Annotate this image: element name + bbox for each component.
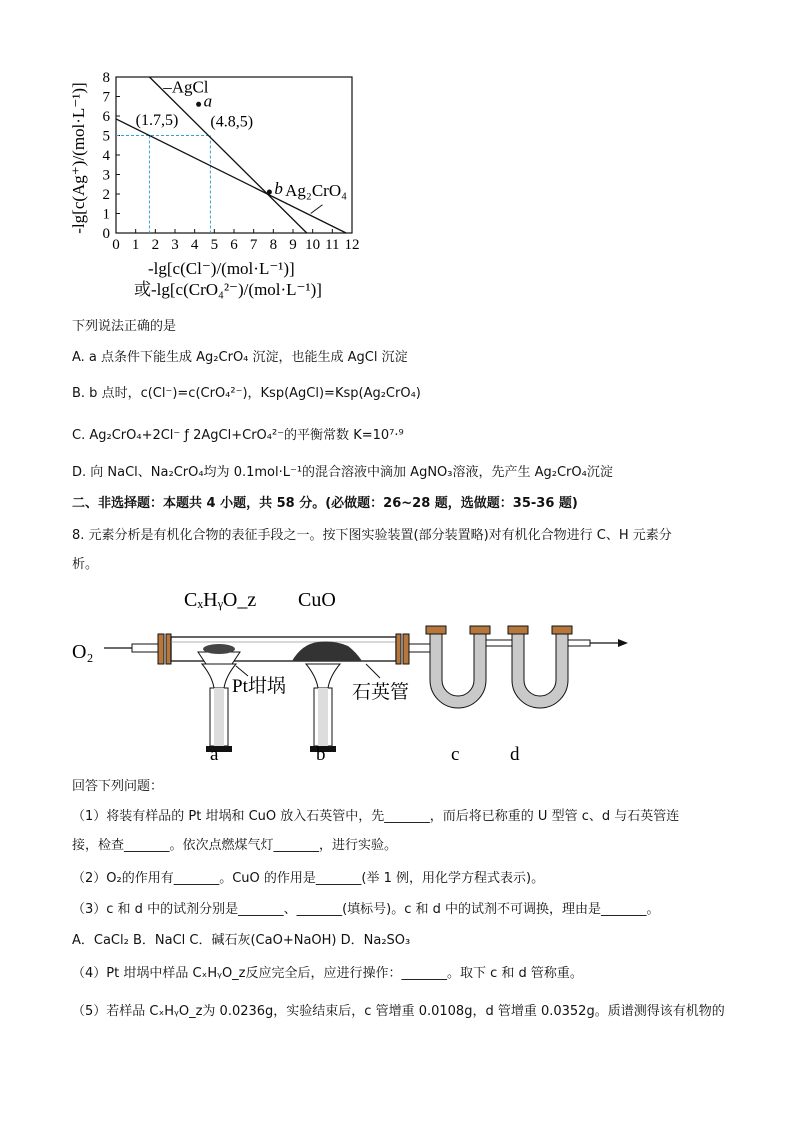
sample-pile [203,644,235,654]
point-label: b [274,179,283,199]
series-line [149,77,306,233]
x-tick-label: 7 [249,237,258,253]
o2-label: O₂ [72,641,94,663]
sample-formula: CₓHᵧO_z [184,589,257,611]
cuo-label: CuO [298,589,336,611]
left-stopper-ring [166,634,171,664]
chart-xlabel-line1: -lg[c(Cl⁻)/(mol·L⁻¹)] [148,259,295,278]
q7-stem: 下列说法正确的是 [72,319,177,334]
point-a [196,102,201,107]
chart-xlabel-line2: 或-lg[c(CrO₄²⁻)/(mol·L⁻¹)] [134,280,322,299]
y-tick-label: 4 [102,148,110,164]
y-tick-label: 1 [102,206,110,223]
q7-option-d: D. 向 NaCl、Na₂CrO₄均为 0.1mol·L⁻¹的混合溶液中滴加 AgNO₃溶液，先产生 Ag₂CrO₄沉淀 [72,465,613,480]
outlet-arrowhead-icon [618,639,628,647]
q8-part3: （3）c 和 d 中的试剂分别是_______、_______(填标号)。c 和 d 中的试剂不可调换，理由是_______。 [72,902,660,917]
annotation-left: (1.7,5) [135,111,179,129]
label-b: b [316,744,326,765]
y-tick-label: 2 [102,187,110,203]
y-tick-label: 7 [102,89,110,106]
burner-b [306,664,340,752]
label-c: c [451,744,460,765]
c-d-connector [486,640,512,646]
q7-option-c: C. Ag₂CrO₄+2Cl⁻ ƒ 2AgCl+CrO₄²⁻的平衡常数 K=10⁷·⁹ [72,428,404,443]
tube-label: 石英管 [352,682,410,703]
x-tick-label: 9 [289,237,297,253]
point-b [267,190,272,195]
label-a: a [210,744,219,765]
tube-leader [366,664,380,678]
label-d: d [510,744,520,765]
x-tick-label: 0 [112,237,120,253]
x-tick-label: 1 [131,237,140,253]
y-tick-label: 3 [102,167,110,184]
chart-ylabel: -lg[c(Ag⁺)/(mol·L⁻¹)] [69,82,88,234]
x-tick-label: 10 [305,237,321,253]
q8-part4: （4）Pt 坩埚中样品 CₓHᵧO_z反应完全后，应进行操作：_______。取下 c 和 d 管称重。 [72,966,583,981]
q8-prompt: 回答下列问题： [72,779,164,794]
x-tick-label: 5 [210,237,219,253]
x-tick-label: 11 [325,237,340,253]
u-tube-c [426,626,490,708]
right-stopper-ring [403,634,409,664]
series-line [116,119,346,233]
q8-part1-line2: 接，检查_______。依次点燃煤气灯_______，进行实验。 [72,838,398,853]
y-tick-label: 8 [102,70,110,86]
q8-part3-options: A．CaCl₂ B．NaCl C．碱石灰(CaO+NaOH) D．Na₂SO₃ [72,933,411,948]
x-tick-label: 4 [190,237,199,253]
x-tick-label: 2 [151,237,160,253]
q8-part1-line1: （1）将装有样品的 Pt 坩埚和 CuO 放入石英管中，先_______，而后将已称重的 U 型管 c、d 与石英管连 [72,809,680,824]
q8-part5: （5）若样品 CₓHᵧO_z为 0.0236g，实验结束后，c 管增重 0.0108g，d 管增重 0.0352g。质谱测得该有机物的 [72,1004,725,1019]
y-tick-label: 5 [102,128,110,145]
section2-heading: 二、非选择题：本题共 4 小题，共 58 分。(必做题：26~28 题，选做题：35-36 题) [72,496,578,511]
y-tick-label: 0 [102,226,110,242]
q8-stem-line1: 8. 元素分析是有机化合物的表征手段之一。按下图实验装置(部分装置略)对有机化合物进行 C、H 元素分 [72,528,672,543]
series-label-ag2cro4: Ag₂CrO₄ [285,180,348,200]
point-label: a [203,91,213,111]
x-tick-label: 12 [344,237,360,253]
y-tick-label: 6 [102,109,110,125]
q7-option-b: B. b 点时，c(Cl⁻)=c(CrO₄²⁻)，Ksp(AgCl)=Ksp(Ag₂CrO₄) [72,386,421,401]
series-label-agcl: –AgCl [163,77,209,97]
x-tick-label: 8 [269,237,278,253]
apparatus-diagram [70,580,650,770]
connector-pipe [409,644,431,652]
series-leader [311,205,323,214]
q8-stem-line2: 析。 [72,557,99,572]
burner-a [202,664,236,752]
crucible-label: Pt坩埚 [232,676,286,697]
crucible-leader [236,666,248,676]
left-stopper [158,634,164,664]
u-tube-d [508,626,572,708]
x-tick-label: 3 [171,237,179,253]
outlet-pipe [568,640,590,646]
q7-option-a: A. a 点条件下能生成 Ag₂CrO₄ 沉淀，也能生成 AgCl 沉淀 [72,350,408,365]
annotation-right: (4.8,5) [210,113,254,131]
inlet-pipe [132,644,160,652]
right-stopper [396,634,401,664]
q8-part2: （2）O₂的作用有_______。CuO 的作用是_______(举 1 例，用化学方程式表示)。 [72,871,545,886]
x-tick-label: 6 [230,237,238,253]
